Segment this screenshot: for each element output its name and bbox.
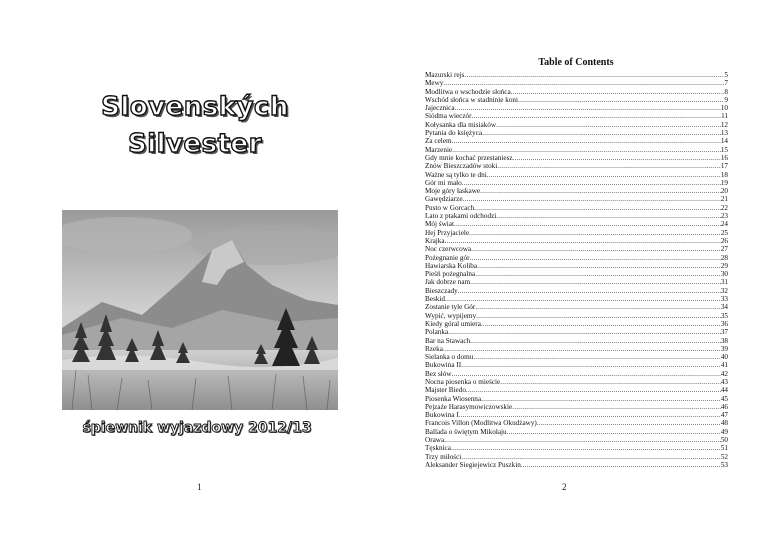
toc-dot-leader xyxy=(451,444,721,452)
toc-entry-title: Wypić, wypijemy xyxy=(425,311,477,320)
toc-dot-leader xyxy=(471,245,721,253)
toc-entry-title: Za celem xyxy=(425,137,452,146)
toc-dot-leader xyxy=(461,453,721,461)
toc-entry[interactable] xyxy=(425,96,728,104)
toc-entry[interactable] xyxy=(425,146,728,154)
toc-entry-title: Bez słów xyxy=(425,369,452,378)
toc-dot-leader xyxy=(472,112,722,120)
toc-entry-title: Pejzaże Harasymowiczowskie xyxy=(425,402,513,411)
toc-entry[interactable] xyxy=(425,112,728,120)
toc-entry-page: 52 xyxy=(720,452,728,461)
toc-entry-title: Moje góry łaskawe xyxy=(425,187,481,196)
toc-entry[interactable] xyxy=(425,212,728,220)
toc-entry-page: 32 xyxy=(720,286,728,295)
toc-entry[interactable] xyxy=(425,88,728,96)
toc-entry-page: 22 xyxy=(720,203,728,212)
toc-dot-leader xyxy=(511,88,725,96)
toc-entry-title: Pożegnanie gór xyxy=(425,253,470,262)
toc-entry-page: 16 xyxy=(720,153,728,162)
toc-entry-title: Polanka xyxy=(425,328,449,337)
toc-entry-title: Marzenie xyxy=(425,145,453,154)
toc-entry-page: 34 xyxy=(720,303,728,312)
toc-dot-leader xyxy=(480,187,721,195)
toc-dot-leader xyxy=(463,195,721,203)
toc-entry[interactable] xyxy=(425,345,728,353)
toc-entry-page: 11 xyxy=(721,112,728,121)
toc-dot-leader xyxy=(481,395,721,403)
toc-dot-leader xyxy=(455,104,721,112)
toc-entry-page: 40 xyxy=(720,353,728,362)
toc-entry[interactable] xyxy=(425,71,728,79)
toc-entry-title: Francois Villon (Modlitwa Okudżawy) xyxy=(425,419,537,428)
toc-entry[interactable] xyxy=(425,179,728,187)
toc-entry-title: Nocna piosenka o mieście xyxy=(425,377,501,386)
toc-dot-leader xyxy=(452,137,721,145)
toc-entry-page: 53 xyxy=(720,460,728,469)
toc-entry-page: 23 xyxy=(720,212,728,221)
toc-dot-leader xyxy=(466,386,721,394)
toc-dot-leader xyxy=(443,345,721,353)
toc-dot-leader xyxy=(445,295,721,303)
toc-dot-leader xyxy=(513,154,721,162)
toc-entry-title: Orawa xyxy=(425,436,445,445)
toc-dot-leader xyxy=(473,353,721,361)
toc-entry[interactable] xyxy=(425,370,728,378)
toc-entry-page: 14 xyxy=(720,137,728,146)
toc-dot-leader xyxy=(462,179,721,187)
toc-entry-page: 30 xyxy=(720,270,728,279)
page-number: 2 xyxy=(562,482,567,492)
toc-entry[interactable] xyxy=(425,303,728,311)
toc-entry[interactable] xyxy=(425,220,728,228)
toc-entry-page: 25 xyxy=(720,228,728,237)
cover-subtitle: śpiewnik wyjazdowy 2012/13 xyxy=(82,420,312,436)
toc-dot-leader xyxy=(476,312,721,320)
toc-entry[interactable] xyxy=(425,162,728,170)
toc-entry-title: Lato z ptakami odchodzi xyxy=(425,212,497,221)
toc-entry[interactable] xyxy=(425,328,728,336)
toc-dot-leader xyxy=(458,287,721,295)
toc-entry[interactable] xyxy=(425,171,728,179)
toc-entry[interactable] xyxy=(425,262,728,270)
toc-entry-page: 31 xyxy=(720,278,728,287)
toc-entry[interactable] xyxy=(425,137,728,145)
toc-dot-leader xyxy=(481,320,721,328)
toc-dot-leader xyxy=(452,146,721,154)
toc-entry-page: 21 xyxy=(720,195,728,204)
toc-entry-title: Piosenka Wiosenna xyxy=(425,394,482,403)
toc-dot-leader xyxy=(470,254,721,262)
page-number: 1 xyxy=(197,482,202,492)
toc-entry-title: Aleksander Siegiejewicz Puszkin xyxy=(425,460,521,469)
toc-dot-leader xyxy=(470,278,721,286)
toc-entry-page: 46 xyxy=(720,402,728,411)
mountain-landscape-image xyxy=(62,210,338,410)
toc-dot-leader xyxy=(482,129,721,137)
toc-dot-leader xyxy=(537,419,721,427)
toc-entry-title: Ważne są tylko te dni xyxy=(425,170,487,179)
toc-entry[interactable] xyxy=(425,428,728,436)
toc-entry[interactable] xyxy=(425,195,728,203)
toc-entry[interactable] xyxy=(425,395,728,403)
toc-dot-leader xyxy=(500,378,721,386)
toc-entry-title: Hawiarska Koliba xyxy=(425,261,478,270)
toc-entry-title: Sielanka o domu xyxy=(425,353,474,362)
toc-entry[interactable] xyxy=(425,295,728,303)
toc-dot-leader xyxy=(444,436,721,444)
toc-dot-leader xyxy=(521,461,721,469)
toc-entry-title: Pusto w Gorcach xyxy=(425,203,475,212)
toc-dot-leader xyxy=(445,237,721,245)
toc-entry-title: Trzy miłości xyxy=(425,452,462,461)
toc-entry-page: 19 xyxy=(720,178,728,187)
toc-entry-title: Gawędziarze xyxy=(425,195,463,204)
toc-entry[interactable] xyxy=(425,121,728,129)
toc-entry-title: Modlitwa o wschodzie słońca xyxy=(425,87,511,96)
toc-entry-page: 44 xyxy=(720,386,728,395)
toc-entry-title: Mój świat xyxy=(425,220,454,229)
toc-entry-title: Gór mi mało xyxy=(425,178,462,187)
toc-entry-title: Pieśń pożegnalna xyxy=(425,270,476,279)
toc-entry-title: Hej Przyjaciele xyxy=(425,228,470,237)
toc-entry-page: 8 xyxy=(724,87,728,96)
toc-entry-title: Bukowina II xyxy=(425,361,462,370)
toc-entry-page: 47 xyxy=(720,411,728,420)
toc-entry-title: Mewy xyxy=(425,79,444,88)
toc-entry[interactable] xyxy=(425,436,728,444)
toc-dot-leader xyxy=(454,220,721,228)
toc-entry-page: 35 xyxy=(720,311,728,320)
toc-entry-page: 5 xyxy=(724,71,728,79)
toc-entry-title: Krajka xyxy=(425,236,445,245)
toc-entry-page: 41 xyxy=(720,361,728,370)
toc-entry[interactable] xyxy=(425,229,728,237)
toc-entry[interactable] xyxy=(425,204,728,212)
toc-entry-title: Bieszczady xyxy=(425,286,458,295)
toc-entry-page: 7 xyxy=(724,79,728,88)
toc-entry-page: 42 xyxy=(720,369,728,378)
toc-entry-page: 10 xyxy=(720,104,728,113)
toc-dot-leader xyxy=(464,71,724,79)
toc-entry-page: 38 xyxy=(720,336,728,345)
toc-dot-leader xyxy=(512,403,721,411)
toc-entry-title: Tęsknica xyxy=(425,444,451,453)
toc-entry[interactable] xyxy=(425,129,728,137)
toc-entry[interactable] xyxy=(425,361,728,369)
toc-entry-page: 26 xyxy=(720,236,728,245)
toc-entry[interactable] xyxy=(425,245,728,253)
toc-entry[interactable] xyxy=(425,287,728,295)
toc-entry[interactable] xyxy=(425,312,728,320)
toc-dot-leader xyxy=(507,428,721,436)
toc-entry-page: 39 xyxy=(720,344,728,353)
toc-page xyxy=(384,0,768,543)
toc-dot-leader xyxy=(448,328,721,336)
toc-entry-page: 48 xyxy=(720,419,728,428)
toc-dot-leader xyxy=(461,361,721,369)
toc-entry-title: Znów Bieszczadów stoki xyxy=(425,162,498,171)
toc-dot-leader xyxy=(496,212,721,220)
toc-entry[interactable] xyxy=(425,104,728,112)
toc-entry-page: 43 xyxy=(720,377,728,386)
toc-entry[interactable] xyxy=(425,270,728,278)
toc-entry-title: Bar na Stawach xyxy=(425,336,471,345)
toc-entry-title: Mazurski rejs xyxy=(425,71,465,79)
toc-dot-leader xyxy=(469,229,721,237)
toc-dot-leader xyxy=(452,370,721,378)
toc-entry-page: 17 xyxy=(720,162,728,171)
toc-entry[interactable] xyxy=(425,419,728,427)
toc-entry-title: Kiedy góral umiera xyxy=(425,319,481,328)
toc-dot-leader xyxy=(474,204,721,212)
toc-entry-title: Jak dobrze nam xyxy=(425,278,471,287)
toc-entry-title: Noc czerwcowa xyxy=(425,245,472,254)
toc-entry-title: Pytania do księżyca xyxy=(425,129,483,138)
toc-entry[interactable] xyxy=(425,353,728,361)
toc-entry-page: 9 xyxy=(724,95,728,104)
toc-entry-page: 15 xyxy=(720,145,728,154)
toc-entry[interactable] xyxy=(425,320,728,328)
toc-entry-title: Bukowina I xyxy=(425,411,459,420)
toc-dot-leader xyxy=(470,337,721,345)
toc-entry[interactable] xyxy=(425,187,728,195)
toc-entry-title: Rzeka xyxy=(425,344,443,353)
cover-title-line1: Slovenských xyxy=(101,92,289,122)
toc-entry[interactable] xyxy=(425,337,728,345)
toc-title: Table of Contents xyxy=(538,57,614,68)
toc-entry-title: Kołysanka dla misiaków xyxy=(425,120,497,129)
toc-entry-title: Beskid xyxy=(425,295,445,304)
toc-entry-page: 12 xyxy=(720,120,728,129)
toc-entry[interactable] xyxy=(425,237,728,245)
toc-entry-page: 33 xyxy=(720,295,728,304)
toc-entry[interactable] xyxy=(425,461,728,469)
toc-entry[interactable] xyxy=(425,411,728,419)
toc-entry-title: Majster Biedo xyxy=(425,386,466,395)
toc-entry-page: 27 xyxy=(720,245,728,254)
toc-entry-page: 45 xyxy=(720,394,728,403)
toc-dot-leader xyxy=(443,79,724,87)
toc-entry[interactable] xyxy=(425,378,728,386)
toc-entry[interactable] xyxy=(425,444,728,452)
toc-entry-page: 49 xyxy=(720,427,728,436)
toc-entry[interactable] xyxy=(425,254,728,262)
toc-dot-leader xyxy=(459,411,721,419)
toc-entry-page: 37 xyxy=(720,328,728,337)
toc-entry-title: Jajecznica xyxy=(425,104,455,113)
toc-entry[interactable] xyxy=(425,79,728,87)
toc-entry[interactable] xyxy=(425,278,728,286)
toc-entry-title: Siódma wieczór xyxy=(425,112,472,121)
toc-entry-page: 51 xyxy=(720,444,728,453)
toc-list xyxy=(425,71,728,469)
toc-entry-page: 13 xyxy=(720,129,728,138)
toc-entry-title: Gdy mnie kochać przestaniesz xyxy=(425,153,513,162)
cover-title-line2: Silvester xyxy=(128,129,262,159)
toc-entry[interactable] xyxy=(425,154,728,162)
toc-dot-leader xyxy=(496,121,721,129)
toc-entry-page: 36 xyxy=(720,319,728,328)
toc-entry-title: Ballada o świętym Mikołaju xyxy=(425,427,507,436)
toc-dot-leader xyxy=(475,303,721,311)
toc-entry-page: 50 xyxy=(720,436,728,445)
toc-dot-leader xyxy=(477,262,721,270)
toc-entry-page: 18 xyxy=(720,170,728,179)
toc-entry[interactable] xyxy=(425,403,728,411)
toc-entry-page: 29 xyxy=(720,261,728,270)
toc-dot-leader xyxy=(518,96,724,104)
toc-entry-page: 20 xyxy=(720,187,728,196)
toc-entry-title: Wschód słońca w stadninie koni xyxy=(425,95,519,104)
toc-dot-leader xyxy=(487,171,721,179)
toc-dot-leader xyxy=(475,270,721,278)
toc-entry-page: 28 xyxy=(720,253,728,262)
toc-entry[interactable] xyxy=(425,386,728,394)
toc-dot-leader xyxy=(497,162,721,170)
toc-entry-title: Zostanie tyle Gór xyxy=(425,303,476,312)
toc-entry-page: 24 xyxy=(720,220,728,229)
toc-entry[interactable] xyxy=(425,453,728,461)
